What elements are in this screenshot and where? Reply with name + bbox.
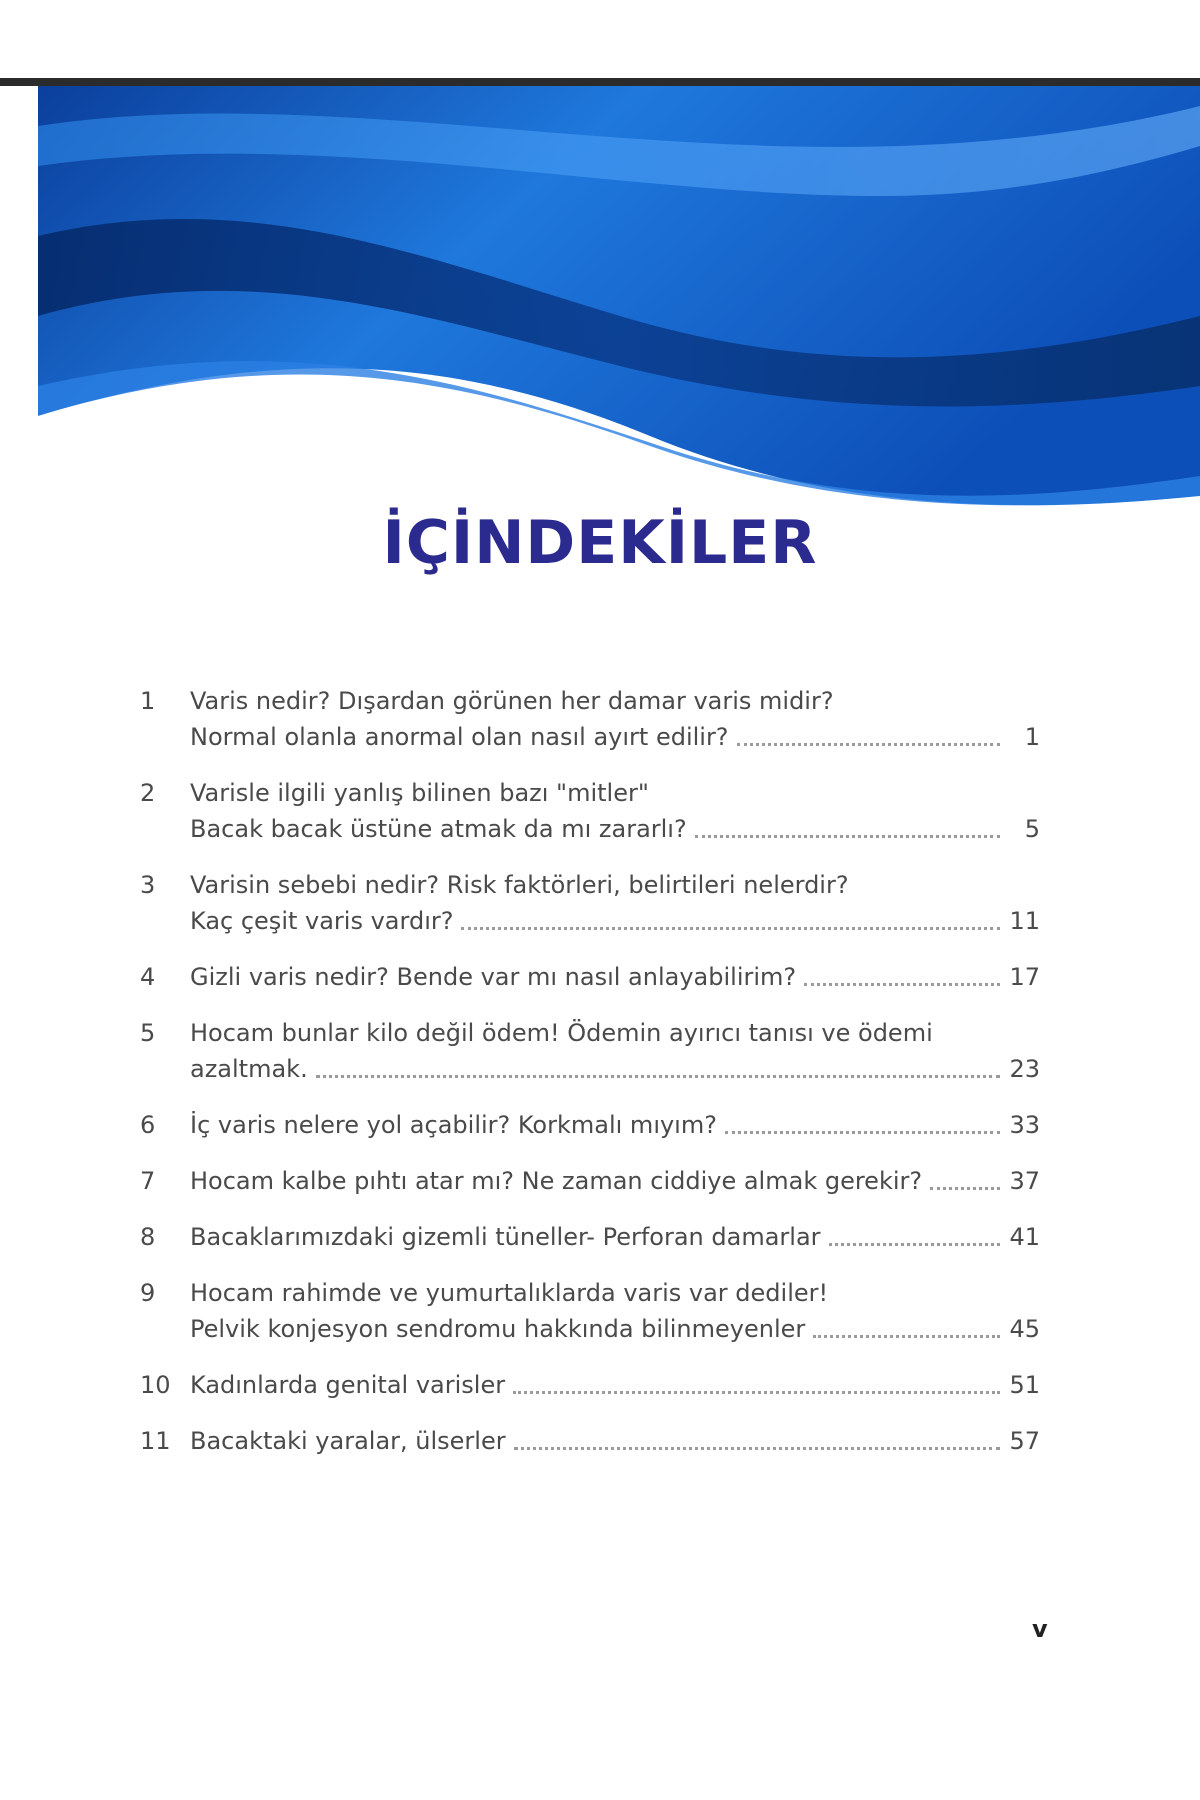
chapter-title-line: Varis nedir? Dışardan görünen her damar varis midir? [190,687,834,715]
chapter-title: Gizli varis nedir? Bende var mı nasıl anlayabilirim? [190,963,797,991]
toc-entry[interactable] [140,867,1040,939]
dot-leader [725,1130,1000,1134]
dot-leader [930,1186,1000,1190]
table-of-contents [140,683,1040,1479]
chapter-number: 7 [140,1167,156,1195]
chapter-number: 9 [140,1279,156,1307]
chapter-number: 2 [140,779,156,807]
chapter-title: Normal olanla anormal olan nasıl ayırt edilir? [190,723,729,751]
page-number: 11 [1009,907,1040,935]
dot-leader [513,1390,1000,1394]
dot-leader [514,1446,1000,1450]
page-number: 51 [1009,1371,1040,1399]
wave-banner [0,86,1200,526]
chapter-title-line: Varisle ilgili yanlış bilinen bazı "mitler" [190,779,649,807]
dot-leader [829,1242,1000,1246]
page-number: 5 [1024,815,1040,843]
page-number: 1 [1024,723,1040,751]
chapter-title-line: Hocam bunlar kilo değil ödem! Ödemin ayırıcı tanısı ve ödemi [190,1019,933,1047]
page-number: 23 [1009,1055,1040,1083]
chapter-number: 8 [140,1223,156,1251]
dot-leader [813,1334,1000,1338]
toc-entry[interactable] [140,1423,1040,1459]
toc-entry[interactable] [140,775,1040,847]
dot-leader [316,1074,1000,1078]
chapter-number: 3 [140,871,156,899]
page-folio: v [1032,1615,1048,1643]
toc-entry[interactable] [140,683,1040,755]
toc-entry[interactable] [140,1015,1040,1087]
chapter-title: Kaç çeşit varis vardır? [190,907,454,935]
chapter-title: Bacaklarımızdaki gizemli tüneller- Perforan damarlar [190,1223,821,1251]
toc-entry[interactable] [140,959,1040,995]
chapter-title-line: Hocam rahimde ve yumurtalıklarda varis var dediler! [190,1279,829,1307]
chapter-title-line: Varisin sebebi nedir? Risk faktörleri, belirtileri nelerdir? [190,871,849,899]
toc-entry[interactable] [140,1219,1040,1255]
page-title: İÇİNDEKİLER [382,508,818,578]
dot-leader [461,926,1000,930]
chapter-number: 1 [140,687,156,715]
page-number: 37 [1009,1167,1040,1195]
chapter-number: 6 [140,1111,156,1139]
chapter-title: Hocam kalbe pıhtı atar mı? Ne zaman ciddiye almak gerekir? [190,1167,923,1195]
page-number: 17 [1009,963,1040,991]
chapter-title: azaltmak. [190,1055,308,1083]
top-rule [0,78,1200,86]
page-number: 33 [1009,1111,1040,1139]
chapter-number: 4 [140,963,156,991]
dot-leader [695,834,1000,838]
page-number: 41 [1009,1223,1040,1251]
chapter-number: 10 [140,1371,171,1399]
chapter-title: Kadınlarda genital varisler [190,1371,506,1399]
dot-leader [737,742,1000,746]
toc-entry[interactable] [140,1163,1040,1199]
toc-entry[interactable] [140,1367,1040,1403]
chapter-title: Bacaktaki yaralar, ülserler [190,1427,506,1455]
chapter-title: Bacak bacak üstüne atmak da mı zararlı? [190,815,687,843]
chapter-title: İç varis nelere yol açabilir? Korkmalı mıyım? [190,1111,717,1139]
page-number: 57 [1009,1427,1040,1455]
page-number: 45 [1009,1315,1040,1343]
toc-entry[interactable] [140,1275,1040,1347]
chapter-number: 5 [140,1019,156,1047]
dot-leader [804,982,1000,986]
chapter-title: Pelvik konjesyon sendromu hakkında bilinmeyenler [190,1315,806,1343]
chapter-number: 11 [140,1427,171,1455]
toc-entry[interactable] [140,1107,1040,1143]
